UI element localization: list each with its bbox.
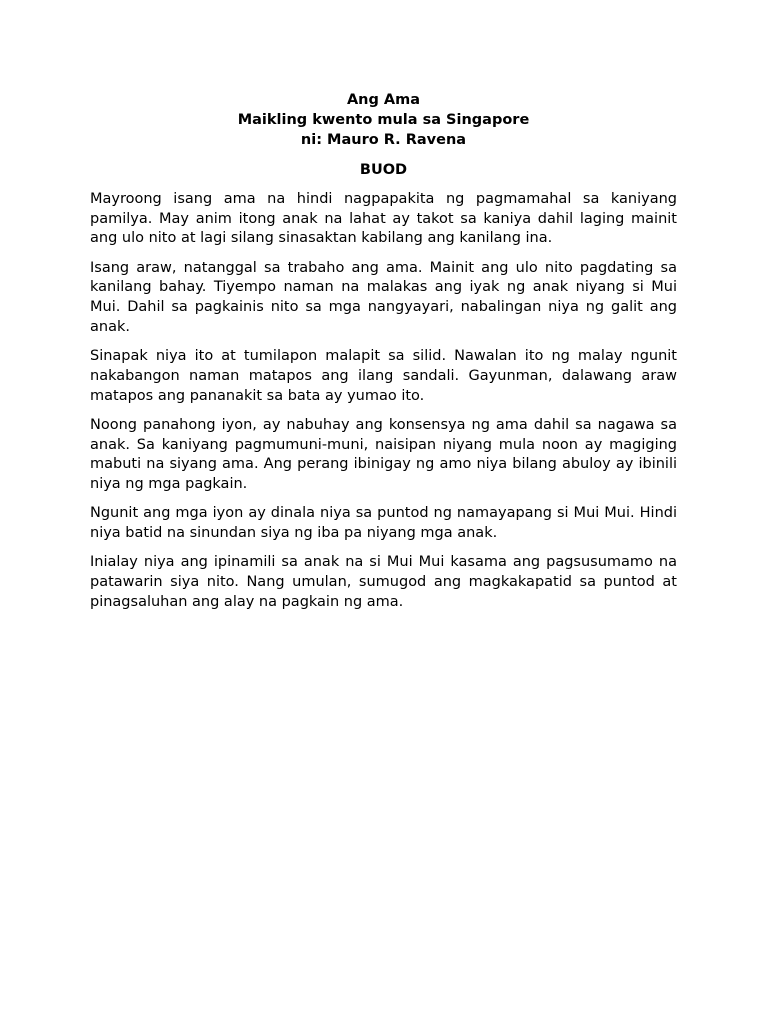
paragraph-1: Mayroong isang ama na hindi nagpapakita ng pagmamahal sa kaniyang pamilya. May anim itong anak na lahat ay takot sa kaniya dahil laging mainit ang ulo nito at lagi silang sinasaktan kabilang ang kanilang ina. xyxy=(90,191,677,247)
paragraph-4: Noong panahong iyon, ay nabuhay ang konsensya ng ama dahil sa nagawa sa anak. Sa kaniyang pagmumuni-muni, naisipan niyang mula noon ay magiging mabuti na siyang ama. Ang perang ibinigay ng amo niya bilang abuloy ay ibinili niya ng mga pagkain. xyxy=(90,416,677,492)
section-title: BUOD xyxy=(359,162,408,178)
document-author: ni: Mauro R. Ravena xyxy=(300,132,467,148)
paragraph-6: Inialay niya ang ipinamili sa anak na si Mui Mui kasama ang pagsusumamo na patawarin siya nito. Nang umulan, sumugod ang magkakapatid sa puntod at pinagsaluhan ang alay na pagkain ng ama. xyxy=(90,554,677,610)
document-header xyxy=(90,90,677,150)
paragraph-3: Sinapak niya ito at tumilapon malapit sa silid. Nawalan ito ng malay ngunit nakabangon naman matapos ang ilang sandali. Gayunman, dalawang araw matapos ang pananakit sa bata ay yumao ito. xyxy=(90,348,677,404)
paragraph-2: Isang araw, natanggal sa trabaho ang ama. Mainit ang ulo nito pagdating sa kanilang bahay. Tiyempo naman na malakas ang iyak ng anak niyang si Mui Mui. Dahil sa pagkainis nito sa mga nangyayari, nabalingan niya ng galit ang anak. xyxy=(90,259,677,335)
document-page xyxy=(90,90,677,622)
paragraph-5: Ngunit ang mga iyon ay dinala niya sa puntod ng namayapang si Mui Mui. Hindi niya batid na sinundan siya ng iba pa niyang mga anak. xyxy=(90,505,677,541)
document-title: Ang Ama xyxy=(346,92,421,108)
document-subtitle: Maikling kwento mula sa Singapore xyxy=(237,112,530,128)
